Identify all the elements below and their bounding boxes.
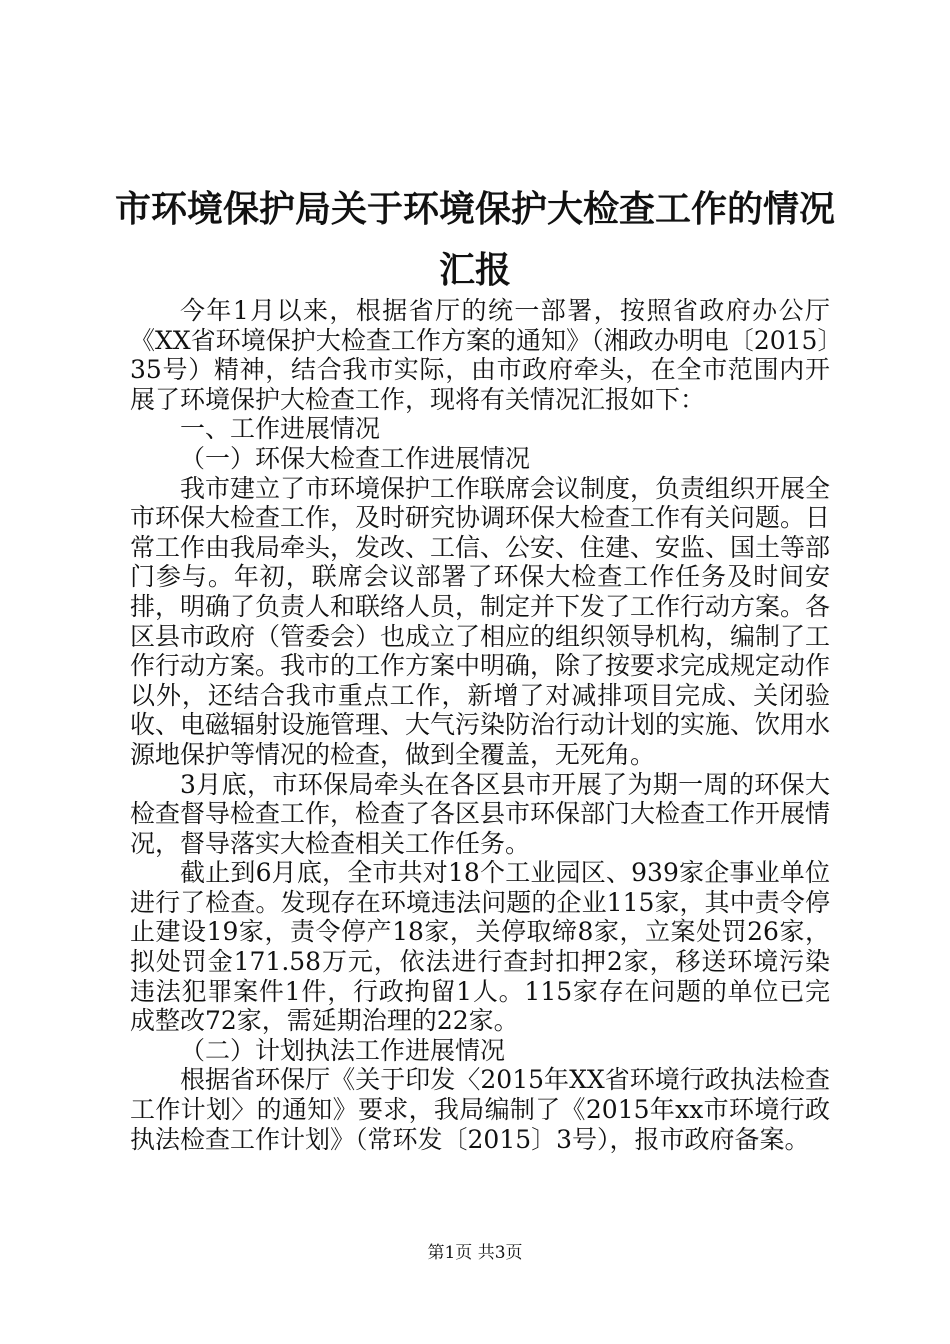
subsection-heading-2: （二）计划执法工作进展情况	[180, 1035, 506, 1065]
page-footer: 第1页 共3页	[427, 1243, 523, 1263]
body-paragraph: 3月底，市环保局牵头在各区县市开展了为期一周的环保大检查督导检查工作，检查了各区县市环保部门大检查工作开展情况，督导落实大检查相关工作任务。	[130, 769, 831, 858]
document-body	[130, 296, 830, 1154]
intro-paragraph: 今年1月以来，根据省厅的统一部署，按照省政府办公厅《XX省环境保护大检查工作方案的通知》（湘政办明电〔2015〕35号）精神，结合我市实际，由市政府牵头，在全市范围内开展了环境保护大检查工作，现将有关情况汇报如下：	[130, 296, 830, 414]
body-paragraph: 我市建立了市环境保护工作联席会议制度，负责组织开展全市环保大检查工作，及时研究协调环保大检查工作有关问题。日常工作由我局牵头，发改、工信、公安、住建、安监、国土等部门参与。年初，联席会议部署了环保大检查工作任务及时间安排，明确了负责人和联络人员，制定并下发了工作行动方案。各区县市政府（管委会）也成立了相应的组织领导机构，编制了工作行动方案。我市的工作方案中明确，除了按要求完成规定动作以外，还结合我市重点工作，新增了对减排项目完成、关闭验收、电磁辐射设施管理、大气污染防治行动计划的实施、饮用水源地保护等情况的检查，做到全覆盖，无死角。	[130, 473, 831, 769]
document-title-line1: 市环境保护局关于环境保护大检查工作的情况	[114, 189, 835, 230]
body-paragraph: 截止到6月底，全市共对18个工业园区、939家企事业单位进行了检查。发现存在环境违法问题的企业115家，其中责令停止建设19家，责令停产18家，关停取缔8家，立案处罚26家，拟处罚金171.58万元，依法进行查封扣押2家，移送环境污染违法犯罪案件1件，行政拘留1人。115家存在问题的单位已完成整改72家，需延期治理的22家。	[130, 858, 830, 1036]
section-heading-1: 一、工作进展情况	[180, 414, 381, 444]
subsection-heading-1: （一）环保大检查工作进展情况	[180, 443, 531, 473]
document-title-line2: 汇报	[438, 250, 511, 291]
body-paragraph: 根据省环保厅《关于印发〈2015年XX省环境行政执法检查工作计划〉的通知》要求，我局编制了《2015年xx市环境行政执法检查工作计划》（常环发〔2015〕3号），报市政府备案。	[130, 1065, 830, 1154]
